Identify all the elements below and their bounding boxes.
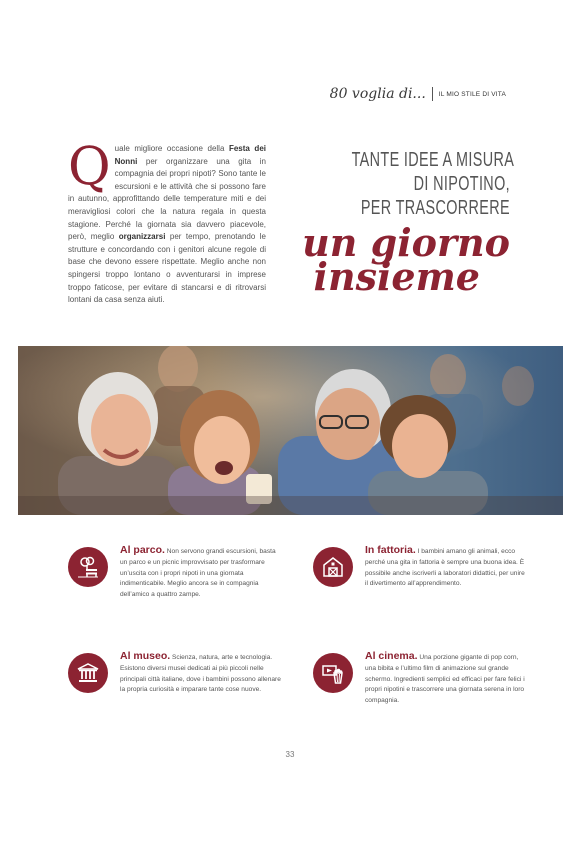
activity-cinema — [313, 651, 528, 707]
activity-museum — [68, 651, 283, 696]
activity-cinema-text — [365, 651, 528, 707]
activity-museum-text — [120, 651, 283, 696]
activity-cinema-body: Una porzione gigante di pop corn, una bibita e l’ultimo film di animazione sul grande schermo. Ingredienti semplici ed efficaci per fare felici i propri nipotini e trascorrere una giornata serena in loro compagnia. — [365, 654, 525, 705]
intro-bold-festa: Festa dei Nonni — [114, 144, 266, 166]
headline-line-1: TANTE IDEE A MISURA — [351, 149, 515, 171]
intro-text-2: per organizzare una gita in compagnia dei propri nipoti? Sono tante le escursioni e le attività che si possono fare in autunno, approfittando delle temperature miti e dei meravigliosi colori che la natura regala in questa stagione. Perché la giornata sia davvero piacevole, però, meglio — [68, 156, 266, 242]
headline-script-2: insieme — [313, 254, 480, 299]
cinema-popcorn-icon — [313, 653, 353, 693]
page-header — [330, 86, 506, 102]
barn-icon — [313, 547, 353, 587]
section-label: IL MIO STILE DI VITA — [438, 90, 506, 98]
headline-script-1: un giorno — [302, 220, 510, 265]
drop-cap: Q — [68, 137, 111, 197]
series-title: 80 voglia di... — [329, 86, 426, 102]
header-divider — [432, 87, 433, 101]
intro-paragraph — [68, 137, 266, 307]
activity-farm-text — [365, 545, 528, 590]
activity-museum-title: Al museo. — [120, 650, 171, 662]
activity-park-body: Non servono grandi escursioni, basta un parco e un picnic improvvisato per trasformare un’uscita con i propri nipoti in una giornata indimenticabile. Meglio ancora se in compagnia dell’amico a quattro zampe. — [120, 548, 276, 599]
activity-farm-body: I bambini amano gli animali, ecco perché una gita in fattoria è sempre una buona idea. È possibile anche iscriverli a laboratori didattici, per unire il divertimento all’apprendimento. — [365, 548, 525, 588]
activity-park — [68, 545, 283, 601]
activity-farm — [313, 545, 528, 590]
activity-park-title: Al parco. — [120, 544, 165, 556]
activity-cinema-title: Al cinema. — [365, 650, 418, 662]
headline-line-2: DI NIPOTINO, — [413, 173, 510, 195]
family-cinema-photo — [18, 346, 563, 515]
intro-text-1: uale migliore occasione della — [114, 144, 229, 153]
intro-bold-organizzarsi: organizzarsi — [118, 232, 166, 242]
headline-line-3: PER TRASCORRERE — [360, 197, 510, 219]
museum-icon — [68, 653, 108, 693]
headline — [290, 148, 515, 299]
activity-park-text — [120, 545, 283, 601]
park-bench-icon — [68, 547, 108, 587]
page-number: 33 — [285, 750, 295, 759]
intro-text-3: per tempo, prenotando le strutture e concordando con i genitori alcune regole di base che devono essere rispettate. Meglio anche non spingersi troppo lontano o avventurarsi in imprese troppo faticose, per evitare di stancarsi e di ritrovarsi lontani da casa senza aiuti. — [68, 232, 266, 305]
activity-museum-body: Scienza, natura, arte e tecnologia. Esistono diversi musei dedicati ai più piccoli nelle principali città italiane, dove i bambini possono allenare la propria curiosità e imparare tante cose nuove. — [120, 654, 281, 694]
activity-farm-title: In fattoria. — [365, 544, 416, 556]
